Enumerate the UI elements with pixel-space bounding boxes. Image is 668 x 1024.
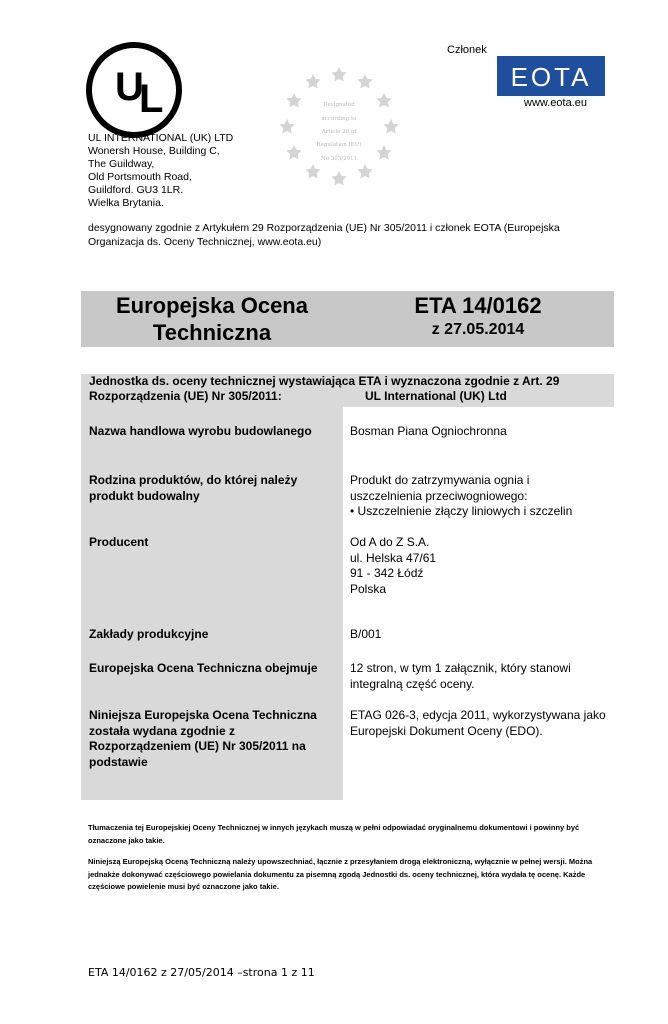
table-intro bbox=[89, 374, 609, 404]
address-line: Wonersh House, Building C, bbox=[88, 145, 220, 157]
star-icon bbox=[286, 93, 301, 108]
star-icon bbox=[305, 164, 320, 179]
designation-stamp bbox=[276, 64, 402, 190]
title-line: Techniczna bbox=[152, 320, 272, 345]
star-icon bbox=[357, 164, 372, 179]
row-value-family bbox=[350, 473, 610, 520]
stamp-line: Article 29 of bbox=[321, 129, 357, 135]
stamp-line: No 305/2011 bbox=[320, 156, 358, 162]
intro-text: Jednostka ds. oceny technicznej wystawiająca ETA i wyznaczona zgodnie z Art. 29 Rozporządzenia (UE) Nr 305/2011: bbox=[89, 374, 560, 403]
value-line: Od A do Z S.A. bbox=[350, 535, 430, 549]
row-label-trade-name: Nazwa handlowa wyrobu budowlanego bbox=[89, 424, 312, 438]
star-icon bbox=[376, 93, 391, 108]
value-line: Polska bbox=[350, 581, 387, 596]
title-line: Europejska Ocena bbox=[116, 293, 308, 318]
address-line: Guildford. GU3 1LR. bbox=[88, 184, 184, 196]
document-title bbox=[81, 292, 343, 346]
star-icon bbox=[286, 145, 301, 160]
star-icon bbox=[357, 74, 372, 89]
stamp-line: Regulation (EU) bbox=[316, 142, 362, 148]
svg-text:EOTA: EOTA bbox=[510, 62, 592, 92]
row-label-basis: Niniejsza Europejska Ocena Techniczna została wydana zgodnie z Rozporządzeniem (UE) Nr 305/2011 na podstawie bbox=[89, 708, 317, 769]
address-line: Wielka Brytania. bbox=[88, 197, 164, 209]
svg-text:U: U bbox=[115, 65, 144, 109]
star-icon bbox=[331, 67, 346, 82]
value-line: • Uszczelnienie złączy liniowych i szczelin bbox=[350, 504, 573, 518]
issuer-name: UL International (UK) Ltd bbox=[365, 389, 507, 403]
translation-note: Tłumaczenia tej Europejskiej Oceny Technicznej w innych językach muszą w pełni odpowiadać oryginalnemu dokumentowi i powinny być oznaczone jako takie. bbox=[88, 823, 580, 845]
row-value-contains: 12 stron, w tym 1 załącznik, który stanowi integralną część oceny. bbox=[350, 661, 571, 691]
reproduction-note: Niniejszą Europejską Oceną Techniczną należy upowszechniać, łącznie z przesyłaniem drogą elektroniczną, wyłącznie w pełnej wersji. Można jednakże dokonywać częściowego powielania dokumentu za pisemną zgodą Jednostki ds. oceny technicznej, która wydała tę ocenę. Każde częściowe powielenie musi być oznaczone jako takie. bbox=[88, 857, 593, 891]
row-value-basis: ETAG 026-3, edycja 2011, wykorzystywana jako Europejski Dokument Oceny (EDO). bbox=[350, 708, 606, 738]
row-value-manufacturer bbox=[350, 535, 610, 597]
eota-logo bbox=[497, 56, 605, 96]
stamp-line: according to bbox=[321, 116, 357, 122]
address-line: Old Portsmouth Road, bbox=[88, 171, 192, 183]
address-line: The Guildway, bbox=[88, 158, 155, 170]
ul-logo bbox=[86, 42, 182, 138]
star-icon bbox=[376, 145, 391, 160]
value-line: Produkt do zatrzymywania ognia i bbox=[350, 473, 530, 487]
stamp-line: Designated bbox=[323, 102, 355, 108]
designation-statement: desygnowany zgodnie z Artykułem 29 Rozporządzenia (UE) Nr 305/2011 i członek EOTA (Europejska Organizacja ds. Oceny Technicznej, www.eota.eu) bbox=[88, 222, 560, 248]
member-label: Członek bbox=[447, 44, 487, 56]
row-label-contains: Europejska Ocena Techniczna obejmuje bbox=[89, 661, 318, 675]
issuer-address bbox=[88, 132, 233, 210]
eta-date: z 27.05.2014 bbox=[431, 321, 525, 338]
eta-number: ETA 14/0162 bbox=[414, 293, 542, 318]
eota-url[interactable]: www.eota.eu bbox=[524, 97, 587, 109]
star-ring bbox=[279, 67, 398, 186]
row-label-manufacturer: Producent bbox=[89, 535, 149, 549]
svg-text:L: L bbox=[139, 77, 164, 121]
row-value-trade-name: Bosman Piana Ogniochronna bbox=[350, 424, 507, 438]
row-label-family: Rodzina produktów, do której należy produkt budowalny bbox=[89, 473, 298, 503]
star-icon bbox=[305, 74, 320, 89]
page-footer: ETA 14/0162 z 27/05/2014 –strona 1 z 11 bbox=[88, 966, 315, 979]
star-icon bbox=[331, 171, 346, 186]
value-line: 91 - 342 Łódź bbox=[350, 566, 424, 580]
value-line: ul. Helska 47/61 bbox=[350, 550, 437, 565]
star-icon bbox=[279, 119, 294, 134]
row-label-plants: Zakłady produkcyjne bbox=[89, 627, 209, 641]
row-value-plants: B/001 bbox=[350, 627, 382, 641]
address-line: UL INTERNATIONAL (UK) LTD bbox=[88, 132, 234, 144]
value-line: uszczelnienia przeciwogniowego: bbox=[350, 488, 528, 503]
star-icon bbox=[383, 119, 398, 134]
